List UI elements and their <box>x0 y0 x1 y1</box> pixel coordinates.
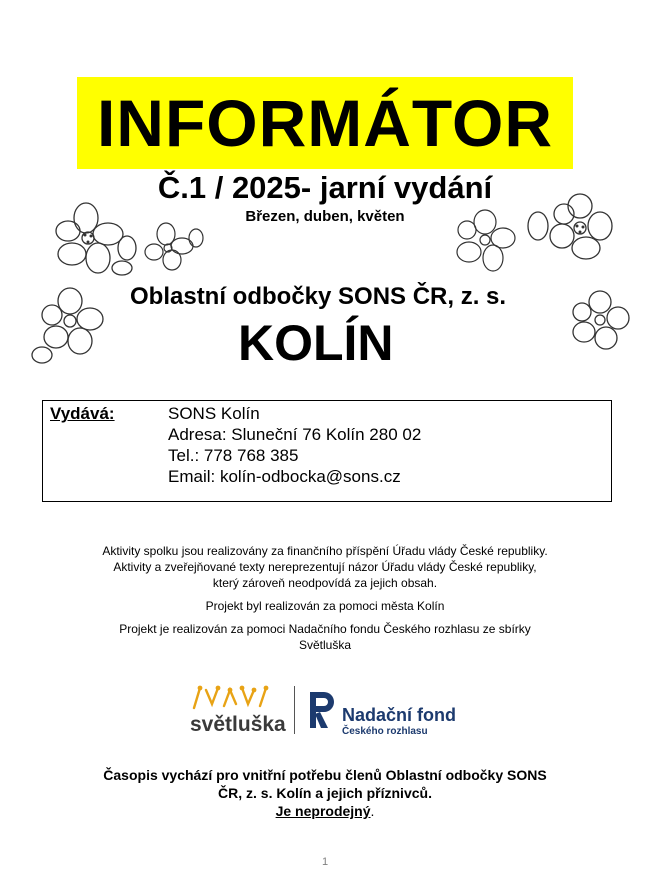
flower-illustration-left-bottom <box>28 285 108 367</box>
flower-illustration-right-top <box>524 190 614 266</box>
logo-divider <box>294 686 295 734</box>
footer-not-for-sale <box>0 802 650 820</box>
fund-note-1: Projekt je realizován za pomoci Nadačního fondu Českého rozhlasu ze sbírky <box>119 622 531 636</box>
city-support-note: Projekt byl realizován za pomoci města Kolín <box>205 599 445 613</box>
flower-illustration-right-bottom <box>566 288 632 352</box>
publisher-email: Email: kolín-odbocka@sons.cz <box>168 467 401 486</box>
nadacni-fond-logo-icon <box>308 690 334 730</box>
fund-note-2: Světluška <box>298 638 352 652</box>
issue-number: Č.1 / 2025- jarní vydání <box>157 170 493 205</box>
not-for-sale-text: Je neprodejný <box>275 803 371 819</box>
publisher-name: SONS Kolín <box>168 404 260 423</box>
publisher-label: Vydává: <box>50 404 115 423</box>
not-for-sale-period: . <box>370 803 375 819</box>
city-name: KOLÍN <box>238 315 394 371</box>
title-banner <box>77 77 573 169</box>
footer-line-2: ČR, z. s. Kolín a jejich příznivců. <box>218 785 432 801</box>
funding-note-3: který zároveň neodpovídá za jejich obsah. <box>212 576 438 590</box>
magazine-title: INFORMÁTOR <box>96 86 554 160</box>
svetluska-logo-text: světluška <box>190 713 286 736</box>
funding-note-1: Aktivity spolku jsou realizovány za finančního příspění Úřadu vlády České republiky. <box>102 544 548 558</box>
page-number: 1 <box>321 856 329 868</box>
flower-illustration-left-top <box>52 198 142 282</box>
nadacni-fond-logo-text: Nadační fond <box>342 705 457 725</box>
flower-illustration-center-right <box>455 208 517 276</box>
flower-illustration-center-left <box>144 220 206 272</box>
svetluska-logo-mark <box>190 684 272 712</box>
funding-note-2: Aktivity a zveřejňované texty nereprezentují názor Úřadu vlády České republiky, <box>113 560 537 574</box>
publisher-phone: Tel.: 778 768 385 <box>168 446 299 465</box>
publisher-address: Adresa: Sluneční 76 Kolín 280 02 <box>168 425 422 444</box>
footer-line-1: Časopis vychází pro vnitřní potřebu členů Oblastní odbočky SONS <box>103 767 547 783</box>
nadacni-fond-logo-subtext: Českého rozhlasu <box>342 726 428 737</box>
organization-name: Oblastní odbočky SONS ČR, z. s. <box>130 283 507 310</box>
issue-months: Březen, duben, květen <box>245 208 405 225</box>
